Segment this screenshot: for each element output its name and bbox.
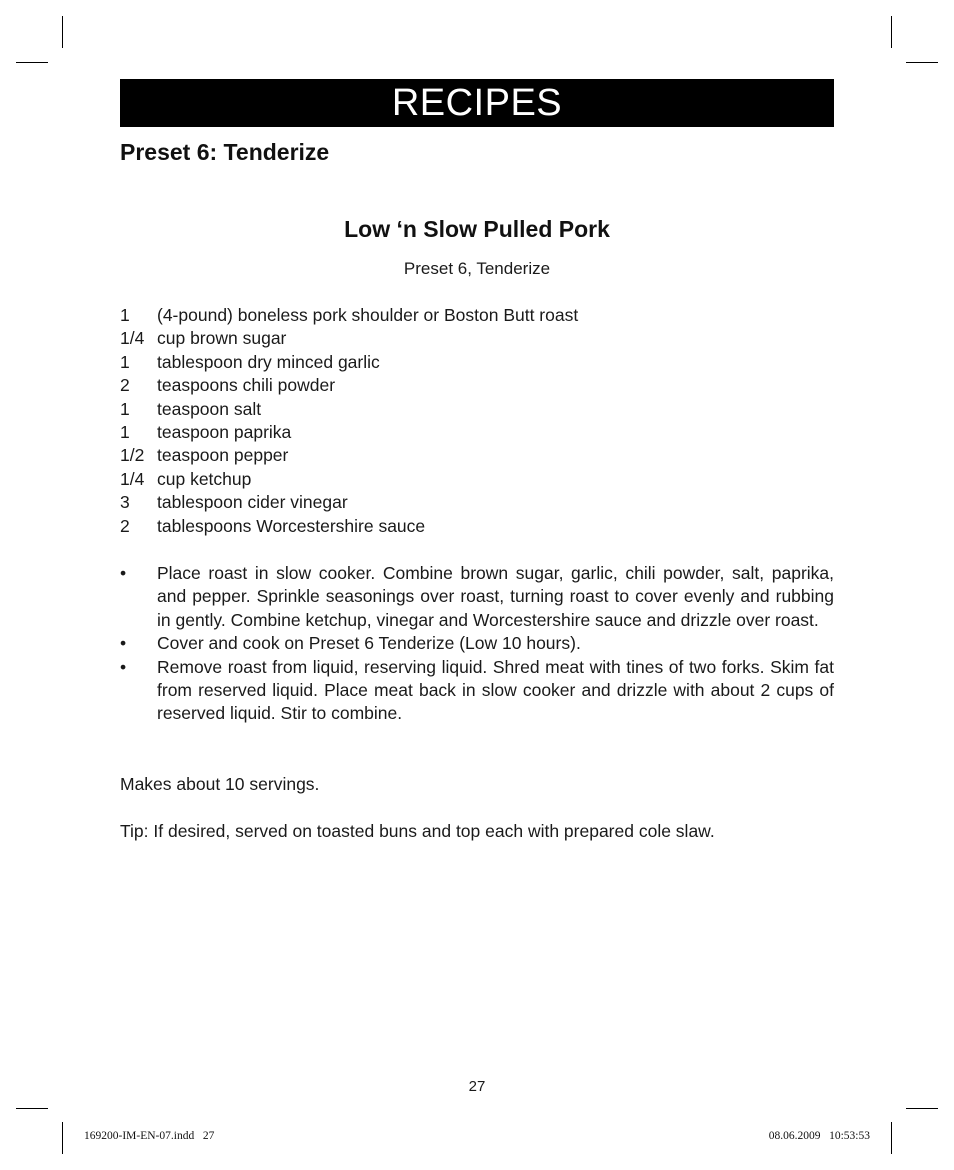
instruction-step [120, 562, 834, 632]
ingredient-item: tablespoon cider vinegar [157, 492, 348, 513]
ingredient-row [120, 351, 834, 374]
ingredient-row [120, 304, 834, 327]
instruction-text: Cover and cook on Preset 6 Tenderize (Low 10 hours). [157, 633, 581, 654]
crop-mark-top-right-vertical [891, 16, 892, 48]
bullet-icon: • [120, 656, 127, 677]
ingredient-item: teaspoon salt [157, 398, 262, 419]
slug-file-info: 169200-IM-EN-07.indd 27 [84, 1130, 215, 1142]
instruction-text: Place roast in slow cooker. Combine brown sugar, garlic, chili powder, salt, paprika, and pepper. Sprinkle seasonings over roast, turning roast to cover evenly and rubbing in gently. Combine ketchup, vinegar and Worcestershire sauce and drizzle over roast. [157, 563, 834, 630]
crop-mark-top-left-vertical [62, 16, 63, 48]
ingredient-item: tablespoon dry minced garlic [157, 351, 380, 372]
ingredient-row [120, 327, 834, 350]
recipes-banner: RECIPES [120, 79, 834, 127]
ingredient-row [120, 374, 834, 397]
ingredient-quantity: 1 [120, 398, 130, 419]
instructions-list [120, 562, 834, 726]
instruction-step [120, 656, 834, 726]
ingredient-quantity: 1 [120, 351, 130, 372]
instruction-text: Remove roast from liquid, reserving liquid. Shred meat with tines of two forks. Skim fat from reserved liquid. Place meat back in slow cooker and drizzle with about 2 cups of reserved liquid. Stir to combine. [157, 656, 834, 724]
section-title: Preset 6: Tenderize [120, 139, 330, 165]
slug-timestamp: 08.06.2009 10:53:53 [768, 1130, 870, 1142]
bullet-icon: • [120, 563, 127, 583]
ingredient-item: (4-pound) boneless pork shoulder or Boston Butt roast [157, 305, 579, 325]
ingredient-item: cup ketchup [157, 468, 252, 489]
ingredient-item: tablespoons Worcestershire sauce [157, 515, 426, 536]
crop-mark-bottom-right-vertical [891, 1122, 892, 1154]
crop-mark-top-right-horizontal [906, 62, 938, 63]
ingredient-quantity: 1/2 [120, 445, 145, 466]
ingredient-item: teaspoon paprika [157, 422, 292, 443]
serving-tip: Tip: If desired, served on toasted buns and top each with prepared cole slaw. [120, 821, 715, 841]
crop-mark-bottom-left-horizontal [16, 1108, 48, 1109]
crop-mark-top-left-horizontal [16, 62, 48, 63]
ingredient-row [120, 515, 834, 538]
instruction-step [120, 632, 834, 655]
ingredient-quantity: 1/4 [120, 328, 145, 349]
ingredient-quantity: 2 [120, 375, 130, 396]
ingredient-quantity: 1/4 [120, 468, 145, 489]
ingredient-row [120, 444, 834, 467]
ingredient-row [120, 421, 834, 444]
ingredient-quantity: 1 [120, 305, 130, 325]
ingredient-quantity: 1 [120, 422, 130, 443]
ingredient-quantity: 2 [120, 515, 130, 536]
ingredient-row [120, 468, 834, 491]
ingredient-item: teaspoon pepper [157, 445, 289, 466]
page-number: 27 [468, 1078, 486, 1095]
ingredient-item: cup brown sugar [157, 328, 287, 349]
crop-mark-bottom-left-vertical [62, 1122, 63, 1154]
ingredient-item: teaspoons chili powder [157, 375, 336, 396]
servings-note: Makes about 10 servings. [120, 774, 320, 794]
crop-mark-bottom-right-horizontal [906, 1108, 938, 1109]
ingredient-row [120, 491, 834, 514]
ingredients-list [120, 304, 834, 538]
bullet-icon: • [120, 633, 127, 654]
recipe-subtitle: Preset 6, Tenderize [403, 259, 551, 278]
ingredient-quantity: 3 [120, 492, 130, 513]
ingredient-row [120, 398, 834, 421]
recipe-title: Low ‘n Slow Pulled Pork [344, 216, 610, 242]
